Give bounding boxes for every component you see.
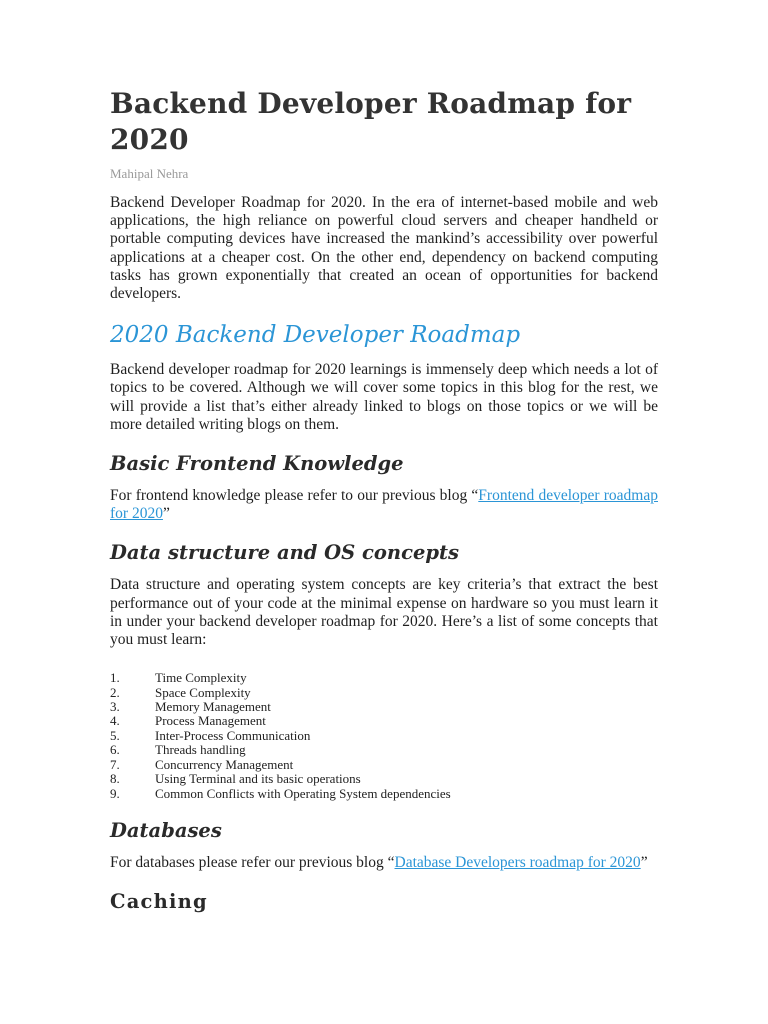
frontend-text-after: ” <box>162 505 170 523</box>
databases-paragraph <box>110 854 658 872</box>
list-item-label: Inter-Process Communication <box>155 727 311 743</box>
list-item-number: 4. <box>110 713 120 729</box>
list-item-number: 6. <box>110 742 120 758</box>
datastructures-paragraph: Data structure and operating system concepts are key criteria’s that extract the best performance out of your code at the minimal expense on hardware so you must learn it in under your backend developer roadmap for 2020. Here’s a list of some concepts that you must learn: <box>110 576 658 649</box>
list-item-number: 5. <box>110 727 120 743</box>
roadmap-heading: 2020 Backend Developer Roadmap <box>110 322 521 349</box>
list-item-label: Common Conflicts with Operating System dependencies <box>155 785 451 801</box>
caching-heading: Caching <box>110 890 208 914</box>
page-title: Backend Developer Roadmap for 2020 <box>110 87 632 156</box>
frontend-text-before: For frontend knowledge please refer to our previous blog “ <box>110 487 479 505</box>
list-item-label: Memory Management <box>155 699 271 715</box>
article <box>110 86 658 925</box>
roadmap-paragraph: Backend developer roadmap for 2020 learnings is immensely deep which needs a lot of topics to be covered. Although we will cover some topics in this blog for the rest, we will provide a list that’s either already linked to blogs on those topics or we will be more detailed writing blogs on them. <box>110 361 658 433</box>
frontend-paragraph <box>110 487 658 523</box>
list-item-number: 8. <box>110 771 120 787</box>
list-item <box>110 787 658 801</box>
intro-paragraph: Backend Developer Roadmap for 2020. In the era of internet-based mobile and web applications, the high reliance on powerful cloud servers and cheaper handheld or portable computing devices have increased the mankind’s accessibility over powerful applications at a cheaper cost. On the other end, dependency on backend computing tasks has grown exponentially that created an ocean of opportunities for backend developers. <box>110 194 658 303</box>
list-item <box>110 700 658 714</box>
databases-heading: Databases <box>110 818 222 842</box>
list-item-number: 9. <box>110 785 120 801</box>
frontend-heading: Basic Frontend Knowledge <box>110 452 404 476</box>
list-item-label: Process Management <box>155 713 266 729</box>
list-item <box>110 671 658 685</box>
list-item <box>110 743 658 757</box>
list-item-number: 2. <box>110 684 120 700</box>
database-roadmap-link[interactable]: Database Developers roadmap for 2020 <box>394 853 641 871</box>
author-name: Mahipal Nehra <box>110 166 189 181</box>
datastructures-heading: Data structure and OS concepts <box>110 541 459 565</box>
list-item-number: 7. <box>110 756 120 772</box>
list-item <box>110 714 658 728</box>
list-item-label: Threads handling <box>155 742 246 758</box>
list-item-label: Space Complexity <box>155 684 251 700</box>
frontend-roadmap-link[interactable]: Frontend developer roadmap for 2020 <box>110 487 658 523</box>
list-item-label: Time Complexity <box>155 670 247 686</box>
list-item <box>110 686 658 700</box>
databases-text-after: ” <box>640 853 648 871</box>
list-item <box>110 758 658 772</box>
list-item <box>110 772 658 786</box>
list-item-number: 3. <box>110 699 120 715</box>
list-item <box>110 729 658 743</box>
databases-text-before: For databases please refer our previous blog “ <box>110 853 395 871</box>
list-item-number: 1. <box>110 670 120 686</box>
concepts-list <box>110 671 658 801</box>
list-item-label: Concurrency Management <box>155 756 294 772</box>
list-item-label: Using Terminal and its basic operations <box>155 771 361 787</box>
